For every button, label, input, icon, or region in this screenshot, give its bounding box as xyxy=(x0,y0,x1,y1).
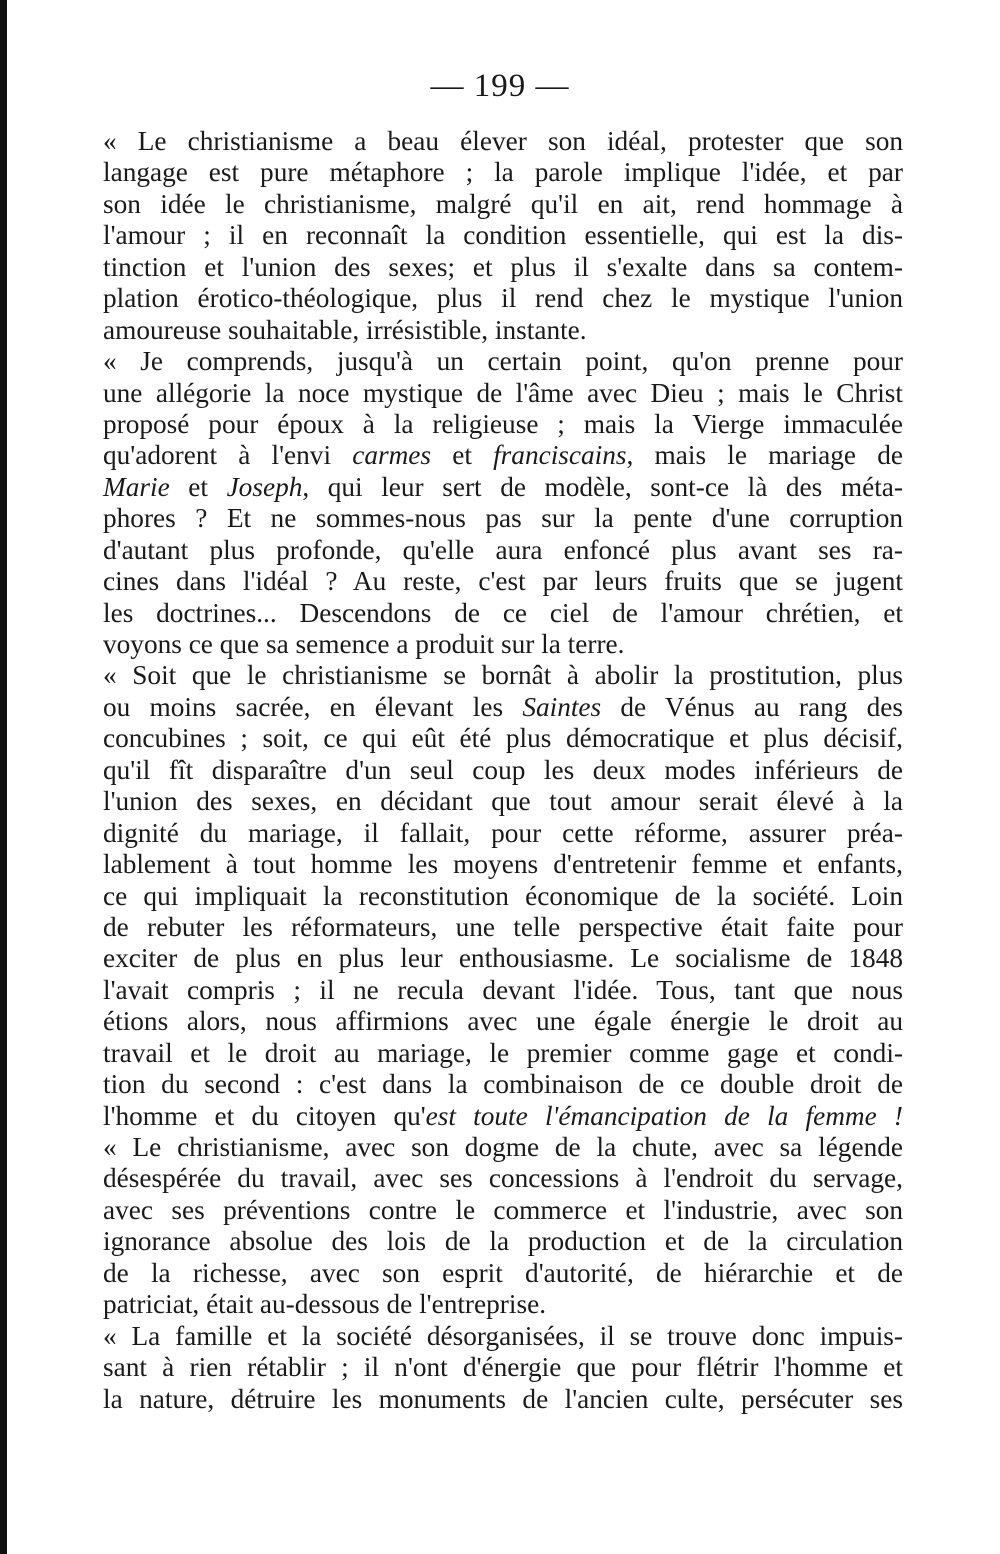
text-line: langage est pure métaphore ; la parole implique l'idée, et par xyxy=(103,157,903,188)
text-line: ce qui impliquait la reconstitution économique de la société. Loin xyxy=(103,880,903,911)
text-line: l'homme et du citoyen qu'est toute l'émancipation de la femme ! xyxy=(103,1100,904,1131)
text-line: concubines ; soit, ce qui eût été plus démocratique et plus décisif, xyxy=(103,723,903,754)
text-line: une allégorie la noce mystique de l'âme avec Dieu ; mais le Christ xyxy=(103,377,903,408)
text-line: l'amour ; il en reconnaît la condition essentielle, qui est la dis- xyxy=(103,220,903,251)
text-line: qu'il fît disparaître d'un seul coup les deux modes inférieurs de xyxy=(103,754,903,785)
text-line: avec ses préventions contre le commerce et l'industrie, avec son xyxy=(103,1194,903,1225)
text-line: désespérée du travail, avec ses concessions à l'endroit du servage, xyxy=(103,1163,903,1194)
text-line: d'autant plus profonde, qu'elle aura enfoncé plus avant ses ra- xyxy=(103,534,903,565)
italic-word: carmes xyxy=(352,440,432,471)
text-line: la nature, détruire les monuments de l'ancien culte, persécuter ses xyxy=(103,1383,903,1414)
text-line: « La famille et la société désorganisées, il se trouve donc impuis- xyxy=(103,1320,903,1351)
text-line: qu'adorent à l'envi carmes et franciscains, mais le mariage de xyxy=(103,440,903,471)
italic-phrase: est toute l'émancipation de la femme ! xyxy=(425,1100,904,1131)
page-binding-edge xyxy=(0,0,7,1554)
italic-word: franciscains xyxy=(493,440,627,471)
italic-word: Saintes xyxy=(522,691,602,722)
text-line: amoureuse souhaitable, irrésistible, instante. xyxy=(103,314,587,345)
text-line: de la richesse, avec son esprit d'autorité, de hiérarchie et de xyxy=(103,1257,903,1288)
text-line: exciter de plus en plus leur enthousiasme. Le socialisme de 1848 xyxy=(103,943,903,974)
text-line: patriciat, était au-dessous de l'entreprise. xyxy=(103,1289,547,1320)
italic-word: Marie xyxy=(103,471,170,502)
text-line: proposé pour époux à la religieuse ; mais la Vierge immaculée xyxy=(103,408,903,439)
text-line: l'avait compris ; il ne recula devant l'idée. Tous, tant que nous xyxy=(103,974,903,1005)
page-number: — 199 — xyxy=(430,68,570,104)
text-line: les doctrines... Descendons de ce ciel de l'amour chrétien, et xyxy=(103,597,903,628)
text-line: tinction et l'union des sexes; et plus il s'exalte dans sa contem- xyxy=(103,251,903,282)
text-line: plation érotico-théologique, plus il rend chez le mystique l'union xyxy=(103,283,903,314)
text-line: « Soit que le christianisme se bornât à abolir la prostitution, plus xyxy=(103,660,903,691)
text-line: dignité du mariage, il fallait, pour cette réforme, assurer préa- xyxy=(103,817,903,848)
text-line: sant à rien rétablir ; il n'ont d'énergie que pour flétrir l'homme et xyxy=(103,1352,903,1383)
text-line: de rebuter les réformateurs, une telle perspective était faite pour xyxy=(103,911,903,942)
text-line: cines dans l'idéal ? Au reste, c'est par leurs fruits que se jugent xyxy=(103,566,903,597)
text-line: ignorance absolue des lois de la production et de la circulation xyxy=(103,1226,903,1257)
text-line: ou moins sacrée, en élevant les Saintes de Vénus au rang des xyxy=(103,691,903,722)
text-line: « Le christianisme, avec son dogme de la chute, avec sa légende xyxy=(103,1132,903,1162)
text-line: voyons ce que sa semence a produit sur la terre. xyxy=(103,629,625,659)
body-text xyxy=(103,126,903,1415)
text-line: travail et le droit au mariage, le premier comme gage et condi- xyxy=(103,1037,903,1068)
text-line: « Le christianisme a beau élever son idéal, protester que son xyxy=(103,126,903,156)
text-line: tion du second : c'est dans la combinaison de ce double droit de xyxy=(103,1069,903,1100)
text-line: Marie et Joseph, qui leur sert de modèle, sont-ce là des méta- xyxy=(103,471,903,502)
text-line: étions alors, nous affirmions avec une égale énergie le droit au xyxy=(103,1006,903,1037)
text-line: son idée le christianisme, malgré qu'il en ait, rend hommage à xyxy=(103,188,903,219)
text-line: lablement à tout homme les moyens d'entretenir femme et enfants, xyxy=(103,849,903,880)
text-line: l'union des sexes, en décidant que tout amour serait élevé à la xyxy=(103,786,903,817)
italic-word: Joseph xyxy=(226,471,303,502)
text-line: « Je comprends, jusqu'à un certain point, qu'on prenne pour xyxy=(103,346,903,377)
text-line: phores ? Et ne sommes-nous pas sur la pente d'une corruption xyxy=(103,503,903,534)
